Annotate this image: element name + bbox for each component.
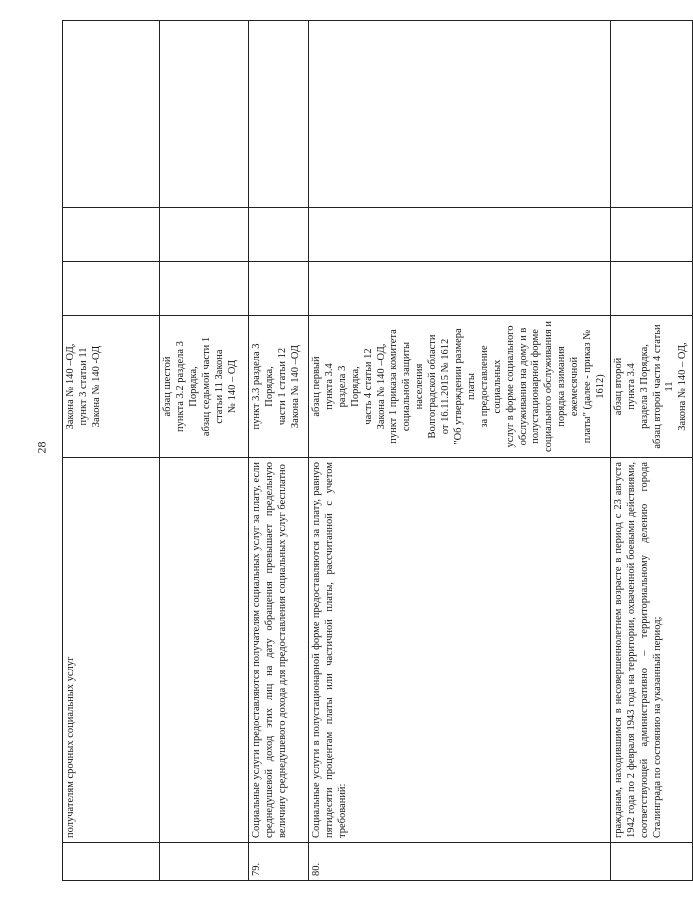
reference-line: пункта 3.2 раздела 3 Порядка, [174,341,199,432]
reference-line: обслуживания на дому и в [517,327,529,446]
reference-line: пункта 3.4 [323,363,335,410]
reference-line: порядка взимания ежемесячной [556,346,581,427]
reference-line: за предоставление социальных [478,345,503,428]
answer-cell [63,208,160,262]
reference-line: от 16.11.2015 № 1612 [440,338,452,435]
requirements-table [62,20,693,881]
answer-cell [309,262,611,316]
remarks-cell [63,21,160,208]
reference-line: пункт 3 статьи 11 [77,347,89,426]
answer-cell [309,208,611,262]
reference-line: Закона № 140 – ОД, [677,342,689,431]
table-row [610,21,692,881]
table-row [249,21,309,881]
reference-line: услуг в форме социального [504,325,516,448]
row-number: 80. [309,843,611,881]
answer-cell [160,208,249,262]
requirement-text: Социальные услуги в полустационарной форме предоставляются за плату, равную пятидесяти процентам платы или частичной платы, рассчитанной с учетом требований: [309,458,611,843]
row-number: 79. [249,843,309,881]
page-number: 28 [34,441,49,454]
table-row [309,21,611,881]
document-sheet [62,21,689,881]
remarks-cell [160,21,249,208]
answer-cell [249,208,309,262]
legal-reference [309,316,611,458]
reference-line: пункт 3.3 раздела 3 [251,343,262,430]
table-row [160,21,249,881]
row-number [610,843,692,881]
reference-line: абзац первый [311,356,322,417]
row-number [160,843,249,881]
reference-line: пункт 1 приказа комитета [388,329,400,444]
remarks-cell [610,21,692,208]
reference-line: "Об утверждении размера платы [452,328,477,445]
reference-line: абзац второй [612,357,624,416]
requirement-text: получателям срочных социальных услуг [63,458,160,843]
requirement-text: Социальные услуги предоставляются получателям социальных услуг за плату, если среднедушевой доход этих лиц на дату обращения превышает предельную величину среднедушевого дохода для предоставления социальных услуг бесплатно [249,458,309,843]
reference-line: социальной защиты населения [401,341,426,432]
requirement-text [160,458,249,843]
legal-reference [249,316,309,458]
remarks-cell [309,21,611,208]
legal-reference [63,316,160,458]
reference-line: Порядка, [263,366,275,407]
answer-cell [249,262,309,316]
legal-reference [610,316,692,458]
answer-cell [610,208,692,262]
reference-line: полустационарной форме [530,329,542,444]
reference-line: раздела 3 [336,365,348,408]
reference-line: абзац шестой [162,356,173,417]
legal-reference [160,316,249,458]
reference-line: Волгоградской области [427,334,439,439]
reference-line: статьи 11 Закона [213,349,225,424]
reference-line: Закона № 140 –ОД, [375,343,387,430]
reference-line: абзац второй части 4 статьи 11 [651,324,676,449]
reference-line: раздела 3 Порядка, [638,344,650,429]
rotated-table-wrapper [62,21,689,881]
reference-line: части 1 статьи 12 [276,347,288,426]
requirement-text: гражданам, находившимся в несовершеннолетнем возрасте в период с 23 августа 1942 года по 2 февраля 1943 года на территории, охваченной боевыми действиями, соответствующей административно – территориальному делению города Сталинграда по состоянию на указанный период; [610,458,692,843]
reference-line: Порядка, [349,366,361,407]
table-row [63,21,160,881]
reference-line: Закона № 140 –ОД [289,344,301,429]
answer-cell [63,262,160,316]
reference-line: Закона № 140 -ОД [90,345,102,428]
reference-line: Закона № 140 –ОД, [65,343,76,430]
answer-cell [610,262,692,316]
reference-line: пункта 3.4 [625,363,637,410]
reference-line: абзац седьмой части 1 [200,336,212,437]
row-number [63,843,160,881]
reference-line: часть 4 статьи 12 [362,348,374,425]
remarks-cell [249,21,309,208]
reference-line: № 140 – ОД [226,359,238,414]
reference-line: социального обслуживания и [543,321,555,452]
reference-line: платы" (далее - приказ № 1612) [582,329,606,444]
answer-cell [160,262,249,316]
